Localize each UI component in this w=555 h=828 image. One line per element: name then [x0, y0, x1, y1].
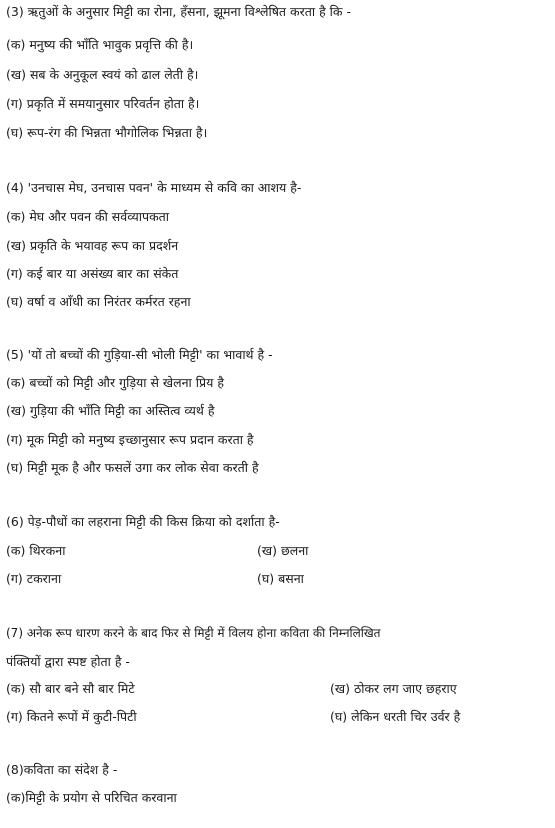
question-7-line2: पंक्तियों द्वारा स्पष्ट होता है -: [6, 654, 130, 669]
q3-option-a: (क) मनुष्य की भाँति भावुक प्रवृत्ति की है।: [6, 37, 194, 52]
q6-option-b: (ख) छलना: [257, 543, 309, 558]
question-6: (6) पेड़-पौधों का लहराना मिट्टी की किस क्रिया को दर्शाता है-: [6, 514, 280, 529]
question-5: (5) 'यों तो बच्चों की गुड़िया-सी भोली मिट्टी' का भावार्थ है -: [6, 347, 273, 362]
q7-option-a: (क) सौ बार बने सौ बार मिटे: [6, 681, 135, 696]
q3-option-b: (ख) सब के अनुकूल स्वयं को ढाल लेती है।: [6, 67, 199, 82]
question-7-line1: (7) अनेक रूप धारण करने के बाद फिर से मिट्टी में विलय होना कविता की निम्नलिखित: [6, 626, 381, 640]
q6-option-a: (क) थिरकना: [6, 543, 66, 558]
q5-option-d: (घ) मिट्टी मूक है और फसलें उगा कर लोक सेवा करती है: [6, 460, 259, 475]
q5-option-a: (क) बच्चों को मिट्टी और गुड़िया से खेलना प्रिय है: [6, 375, 224, 390]
q6-option-c: (ग) टकराना: [6, 571, 62, 586]
q4-option-c: (ग) कई बार या असंख्य बार का संकेत: [6, 266, 179, 281]
q4-option-d: (घ) वर्षा व आँधी का निरंतर कर्मरत रहना: [6, 294, 191, 309]
question-3: (3) ऋतुओं के अनुसार मिट्टी का रोना, हँसना, झूमना विश्लेषित करता है कि -: [6, 4, 352, 19]
q3-option-c: (ग) प्रकृति में समयानुसार परिवर्तन होता है।: [6, 96, 200, 111]
q4-option-b: (ख) प्रकृति के भयावह रूप का प्रदर्शन: [6, 238, 179, 253]
question-8: (8)कविता का संदेश है -: [6, 762, 118, 777]
q5-option-b: (ख) गुड़िया की भाँति मिट्टी का अस्तित्व व्यर्थ है: [6, 403, 215, 418]
q5-option-c: (ग) मूक मिट्टी को मनुष्य इच्छानुसार रूप प्रदान करता है: [6, 432, 254, 447]
q6-option-d: (घ) बसना: [257, 571, 304, 586]
q3-option-d: (घ) रूप-रंग की भिन्नता भौगोलिक भिन्नता है।: [6, 125, 208, 140]
q7-option-c: (ग) कितने रूपों में कुटी-पिटी: [6, 709, 137, 724]
q8-option-a: (क)मिट्टी के प्रयोग से परिचित करवाना: [6, 790, 177, 805]
q7-option-b: (ख) ठोकर लग जाए छहराए: [330, 681, 457, 696]
q7-option-d: (घ) लेकिन धरती चिर उर्वर है: [330, 709, 461, 724]
q4-option-a: (क) मेघ और पवन की सर्वव्यापकता: [6, 209, 170, 224]
question-4: (4) 'उनचास मेघ, उनचास पवन' के माध्यम से कवि का आशय है-: [6, 180, 302, 195]
